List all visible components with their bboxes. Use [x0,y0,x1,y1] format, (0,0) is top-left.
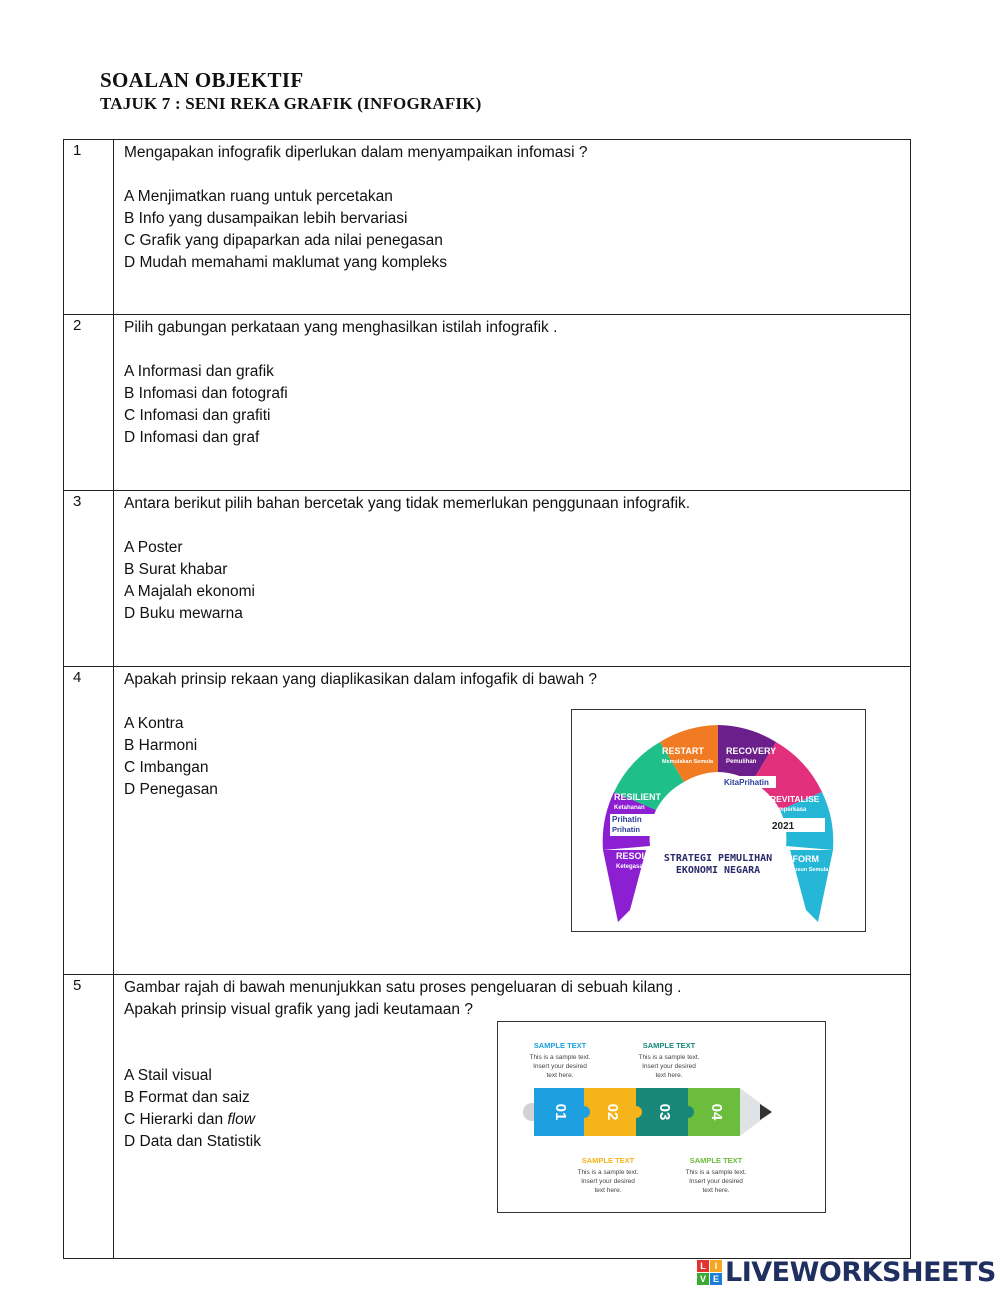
option-b[interactable]: B Info yang dusampaikan lebih bervariasi [124,210,408,227]
question-number: 1 [64,140,114,315]
process-infographic [498,1022,825,1212]
option-c[interactable]: A Majalah ekonomi [124,583,255,600]
tag-kitaprihatin: KitaPrihatin [724,778,769,787]
option-b[interactable]: B Surat khabar [124,561,228,578]
question-row [64,140,911,315]
question-body [114,140,911,315]
pencil-tip-lead [760,1104,772,1120]
sub-restart: Memulakan Semula [662,759,714,765]
sub-reform: Menyusun Semula [780,867,829,873]
sample-title-1: SAMPLE TEXT [533,1041,587,1050]
sample-body-3c: text here. [655,1072,683,1079]
label-revitalise: REVITALISE [770,794,820,804]
sub-resilient: Ketahanan [614,805,645,811]
step-label-02: 02 [604,1103,621,1121]
sub-recovery: Pemulihan [726,759,757,765]
sample-title-4: SAMPLE TEXT [689,1156,743,1165]
sample-body-1a: This is a sample text. [529,1054,591,1061]
sample-title-2: SAMPLE TEXT [581,1156,635,1165]
option-c[interactable]: C Grafik yang dipaparkan ada nilai penegasan [124,232,443,249]
option-b[interactable]: B Harmoni [124,737,198,754]
option-a[interactable]: A Informasi dan grafik [124,363,274,380]
sample-body-3a: This is a sample text. [638,1054,700,1061]
logo-block-v: V [697,1273,709,1285]
option-d[interactable]: D Penegasan [124,781,218,798]
tag-prihatin: Prihatin [612,815,642,824]
logo-block-l: L [697,1260,709,1272]
tag-2021: 2021 [772,821,795,832]
step-label-04: 04 [708,1103,725,1121]
label-restart: RESTART [662,746,704,756]
tag-prihatin-2: Prihatin [612,825,640,834]
sample-body-2c: text here. [594,1187,622,1194]
option-b[interactable]: B Infomasi dan fotografi [124,385,288,402]
option-c-italic: flow [227,1111,255,1128]
logo-text: LIVEWORKSHEETS [725,1257,996,1288]
sample-body-4c: text here. [702,1187,730,1194]
question-number: 5 [64,975,114,1259]
options-list [124,361,910,449]
sample-body-2b: Insert your desired [581,1178,635,1185]
liveworksheets-logo[interactable] [697,1257,996,1288]
sample-body-4b: Insert your desired [689,1178,743,1185]
sample-body-4a: This is a sample text. [685,1169,747,1176]
question-row [64,315,911,491]
option-c[interactable]: C Infomasi dan grafiti [124,407,271,424]
options-list [124,186,910,274]
question-row [64,491,911,667]
process-pencil-figure [497,1021,826,1213]
question-body [114,315,911,491]
question-text-line2: Apakah prinsip visual grafik yang jadi keutamaan ? [124,1001,473,1018]
label-resilient: RESILIENT [614,792,662,802]
puzzle-knob-2 [630,1106,642,1118]
option-d[interactable]: D Data dan Statistik [124,1133,261,1150]
option-a[interactable]: A Poster [124,539,183,556]
logo-block-i: I [710,1260,722,1272]
infographic-ring-figure [571,709,866,932]
question-text: Mengapakan infografik diperlukan dalam menyampaikan infomasi ? [124,144,588,161]
option-a[interactable]: A Menjimatkan ruang untuk percetakan [124,188,393,205]
sample-title-3: SAMPLE TEXT [642,1041,696,1050]
sample-body-1c: text here. [546,1072,574,1079]
puzzle-knob-3 [682,1106,694,1118]
step-label-01: 01 [552,1103,569,1121]
option-a[interactable]: A Stail visual [124,1067,212,1084]
option-c-text: C Hierarki dan [124,1111,224,1128]
ring-infographic [572,710,865,931]
option-b[interactable]: B Format dan saiz [124,1089,250,1106]
question-text: Apakah prinsip rekaan yang diaplikasikan dalam infogafik di bawah ? [124,671,598,688]
page-subtitle: TAJUK 7 : SENI REKA GRAFIK (INFOGRAFIK) [100,94,482,113]
question-number: 4 [64,667,114,975]
center-title-line1: STRATEGI PEMULIHAN [663,853,773,864]
option-d[interactable]: D Mudah memahami maklumat yang kompleks [124,254,448,271]
sample-body-2a: This is a sample text. [577,1169,639,1176]
logo-block-e: E [710,1273,722,1285]
question-body [114,491,911,667]
question-text: Pilih gabungan perkataan yang menghasilkan istilah infografik . [124,319,558,336]
sample-body-1b: Insert your desired [533,1063,587,1070]
sample-body-3b: Insert your desired [642,1063,696,1070]
option-d[interactable]: D Buku mewarna [124,605,243,622]
label-recovery: RECOVERY [726,746,777,756]
options-list [124,537,910,625]
option-d[interactable]: D Infomasi dan graf [124,429,260,446]
label-reform: REFORM [780,854,819,864]
label-resolve: RESOLVE [616,851,659,861]
logo-blocks-icon [697,1260,722,1285]
page-title: SOALAN OBJEKTIF [100,68,304,92]
puzzle-knob-1 [578,1106,590,1118]
question-number: 3 [64,491,114,667]
sub-resolve: Ketegasan [616,864,647,870]
sub-revitalise: Memperkasa [770,807,807,813]
center-title-line2: EKONOMI NEGARA [675,865,761,876]
option-c[interactable]: C Imbangan [124,759,209,776]
question-text: Antara berikut pilih bahan bercetak yang tidak memerlukan penggunaan infografik. [124,495,691,512]
question-text: Gambar rajah di bawah menunjukkan satu proses pengeluaran di sebuah kilang . [124,979,682,996]
step-label-03: 03 [656,1103,673,1121]
option-a[interactable]: A Kontra [124,715,184,732]
question-number: 2 [64,315,114,491]
